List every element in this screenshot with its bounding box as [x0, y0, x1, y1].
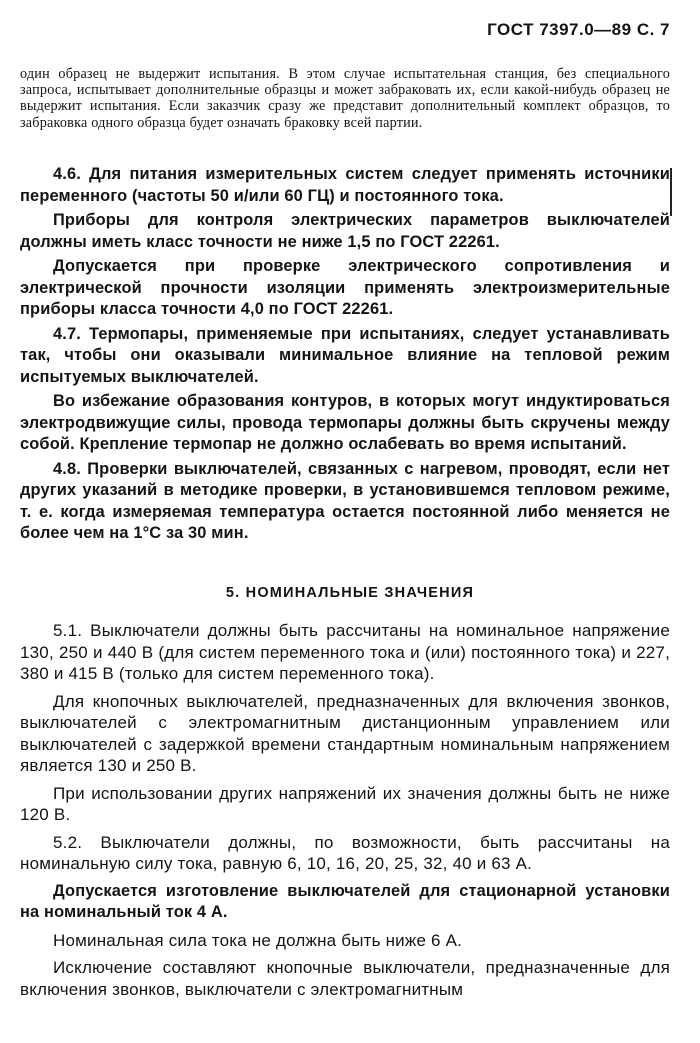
- intro-paragraph-block: [20, 66, 670, 131]
- clause-4-8: 4.8. Проверки выключателей, связанных с нагревом, проводят, если нет других указаний в методике проверки, в установившемся тепловом режиме, т. е. когда измеряемая температура остается постоянной либо меняется не более чем на 1°С за 30 мин.: [20, 459, 670, 542]
- clause-4-7-twist: Во избежание образования контуров, в которых могут индуктироваться электродвижущие силы, провода термопары должны быть скручены между собой. Крепление термопар не должно ослабевать во время испытаний.: [20, 392, 670, 453]
- clause-5-2-min-current: Номинальная сила тока не должна быть ниже 6 А.: [53, 930, 463, 950]
- section-4-block: [20, 164, 670, 545]
- clause-4-7: 4.7. Термопары, применяемые при испытаниях, следует устанавливать так, чтобы они оказывали минимальное влияние на тепловой режим испытуемых выключателей.: [20, 324, 670, 386]
- clause-4-6: 4.6. Для питания измерительных систем следует применять источники переменного (частоты 50 и/или 60 ГЦ) и постоянного тока.: [20, 165, 670, 205]
- page-header: ГОСТ 7397.0—89 С. 7: [487, 20, 670, 39]
- section-5-heading: 5. НОМИНАЛЬНЫЕ ЗНАЧЕНИЯ: [225, 585, 475, 601]
- clause-5-1-buttons: Для кнопочных выключателей, предназначенных для включения звонков, выключателей с электромагнитным дистанционным управлением или выключателей с задержкой времени стандартным номинальным напряжением является 130 и 250 В.: [20, 691, 670, 775]
- section-5-block: [20, 620, 670, 1000]
- clause-5-2-allowed: Допускается изготовление выключателей для стационарной установки на номинальный ток 4 А.: [20, 881, 670, 921]
- clause-5-2-exception: Исключение составляют кнопочные выключатели, предназначенные для включения звонков, выключатели с электромагнитным: [20, 958, 670, 999]
- clause-4-6-instruments: Приборы для контроля электрических параметров выключателей должны иметь класс точности не ниже 1,5 по ГОСТ 22261.: [20, 211, 670, 251]
- clause-4-6-allowed: Допускается при проверке электрического сопротивления и электрической прочности изоляции применять электроизмерительные приборы класса точности 4,0 по ГОСТ 22261.: [20, 257, 670, 318]
- revision-bar: [670, 168, 672, 216]
- clause-5-2: 5.2. Выключатели должны, по возможности, быть рассчитаны на номинальную силу тока, равную 6, 10, 16, 20, 25, 32, 40 и 63 А.: [20, 832, 670, 873]
- clause-5-1-other-voltages: При использовании других напряжений их значения должны быть не ниже 120 В.: [20, 783, 670, 824]
- clause-5-1: 5.1. Выключатели должны быть рассчитаны на номинальное напряжение 130, 250 и 440 В (для систем переменного тока и (или) постоянного тока) и 227, 380 и 415 В (только для систем переменного тока).: [20, 621, 670, 683]
- intro-paragraph: один образец не выдержит испытания. В этом случае испытательная станция, без специального запроса, испытывает дополнительные образцы и может забраковать их, если какой-нибудь образец не выдержит испытания. Если заказчик сразу же представит дополнительный комплект образцов, то забраковка одного образца будет означать браковку всей партии.: [20, 66, 670, 131]
